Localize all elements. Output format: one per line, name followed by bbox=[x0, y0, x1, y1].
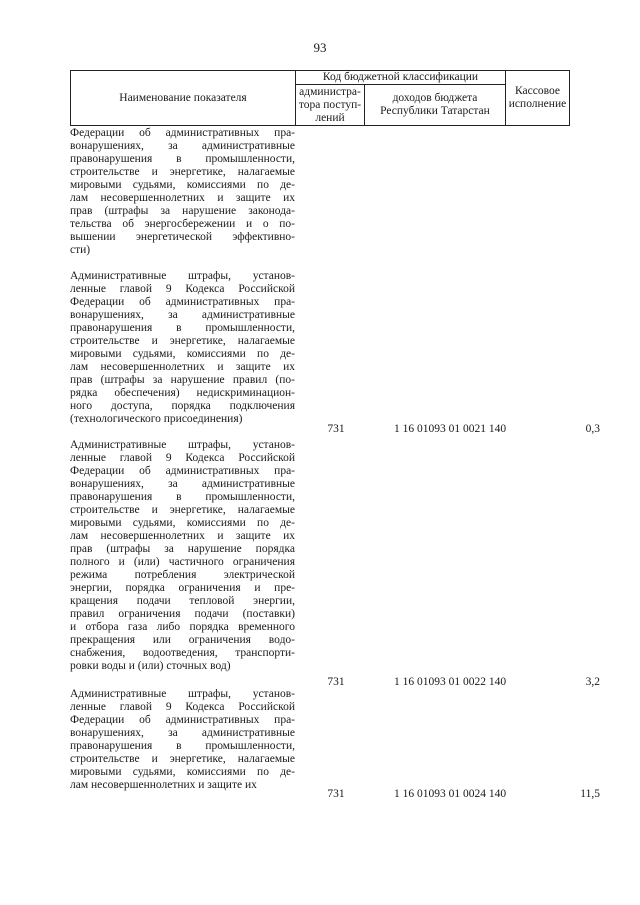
text-line: вонарушениях, за административные bbox=[70, 727, 295, 739]
column-header-execution bbox=[506, 71, 569, 125]
row-income-code: 1 16 01093 01 0024 140 bbox=[393, 788, 507, 800]
text-line: ровки воды и (или) сточных вод) bbox=[70, 660, 231, 672]
row-execution-value: 3,2 bbox=[585, 676, 600, 688]
text-line: Административные штрафы, установ- bbox=[70, 439, 295, 451]
text-line: режима потребления электрической bbox=[70, 569, 295, 581]
text-line: строительстве и энергетике, налагаемые bbox=[70, 335, 295, 347]
text-line: строительстве и энергетике, налагаемые bbox=[70, 504, 295, 516]
text-line: правонарушения в промышленности, bbox=[70, 491, 295, 503]
text-line: Федерации об административных пра- bbox=[70, 127, 295, 139]
text-line: снабжения, водоотведения, транспорти- bbox=[70, 647, 295, 659]
row-admin-code: 731 bbox=[327, 788, 345, 800]
text-line: прав (штрафы за нарушение правил (по- bbox=[70, 374, 295, 386]
page-number: 93 bbox=[313, 40, 327, 55]
text-line: лам несовершеннолетних и защите их bbox=[70, 192, 295, 204]
text-line: лам несовершеннолетних и защите их bbox=[70, 779, 257, 791]
text-line: мировыми судьями, комиссиями по де- bbox=[70, 517, 295, 529]
text-line: (технологического присоединения) bbox=[70, 413, 243, 425]
header-admin-text: администра- тора поступ- лений bbox=[298, 85, 362, 124]
text-line: мировыми судьями, комиссиями по де- bbox=[70, 348, 295, 360]
column-header-code-group: Код бюджетной классификации bbox=[296, 71, 506, 85]
text-line: ленные главой 9 Кодекса Российской bbox=[70, 701, 295, 713]
text-line: полного и (или) частичного ограничения bbox=[70, 556, 295, 568]
text-line: прав (штрафы за нарушение законода- bbox=[70, 205, 295, 217]
text-line: мировыми судьями, комиссиями по де- bbox=[70, 766, 295, 778]
row-income-code: 1 16 01093 01 0022 140 bbox=[393, 676, 507, 688]
text-line: правил ограничения подачи (поставки) bbox=[70, 608, 295, 620]
column-header-admin bbox=[296, 85, 365, 125]
text-line: строительстве и энергетике, налагаемые bbox=[70, 753, 295, 765]
text-line: вонарушениях, за административные bbox=[70, 478, 295, 490]
text-line: вонарушениях, за административные bbox=[70, 140, 295, 152]
text-line: ленные главой 9 Кодекса Российской bbox=[70, 452, 295, 464]
text-line: прекращения или ограничения водо- bbox=[70, 634, 295, 646]
text-line: Федерации об административных пра- bbox=[70, 296, 295, 308]
row-name-text bbox=[70, 270, 295, 426]
text-line: сти) bbox=[70, 244, 91, 256]
row-income-code: 1 16 01093 01 0021 140 bbox=[393, 423, 507, 435]
column-header-income bbox=[365, 85, 506, 125]
text-line: правонарушения в промышленности, bbox=[70, 740, 295, 752]
text-line: лам несовершеннолетних и защите их bbox=[70, 530, 295, 542]
text-line: Административные штрафы, установ- bbox=[70, 688, 295, 700]
text-line: Федерации об административных пра- bbox=[70, 465, 295, 477]
row-execution-value: 0,3 bbox=[585, 423, 600, 435]
text-line: Административные штрафы, установ- bbox=[70, 270, 295, 282]
row-execution-value: 11,5 bbox=[580, 788, 600, 800]
text-line: правонарушения в промышленности, bbox=[70, 153, 295, 165]
text-line: правонарушения в промышленности, bbox=[70, 322, 295, 334]
text-line: вонарушениях, за административные bbox=[70, 309, 295, 321]
header-execution-text: Кассовое исполнение bbox=[508, 85, 567, 110]
text-line: мировыми судьями, комиссиями по де- bbox=[70, 179, 295, 191]
text-line: строительстве и энергетике, налагаемые bbox=[70, 166, 295, 178]
text-line: вышении энергетической эффективно- bbox=[70, 231, 295, 243]
table-header bbox=[70, 70, 570, 126]
column-header-name: Наименование показателя bbox=[71, 71, 296, 125]
text-line: прав (штрафы за нарушение порядка bbox=[70, 543, 295, 555]
text-line: тельства об энергосбережении и о по- bbox=[70, 218, 295, 230]
row-admin-code: 731 bbox=[327, 423, 345, 435]
row-admin-code: 731 bbox=[327, 676, 345, 688]
text-line: Федерации об административных пра- bbox=[70, 714, 295, 726]
text-line: и отбора газа либо порядка временного bbox=[70, 621, 295, 633]
row-name-text bbox=[70, 439, 295, 673]
text-line: ленные главой 9 Кодекса Российской bbox=[70, 283, 295, 295]
row-name-text bbox=[70, 688, 295, 792]
text-line: ного доступа, порядка подключения bbox=[70, 400, 295, 412]
text-line: лам несовершеннолетних и защите их bbox=[70, 361, 295, 373]
text-line: рядка обеспечения) недискриминацион- bbox=[70, 387, 295, 399]
row-name-text bbox=[70, 127, 295, 257]
header-income-text: доходов бюджета Республики Татарстан bbox=[380, 92, 490, 117]
text-line: кращения подачи тепловой энергии, bbox=[70, 595, 295, 607]
text-line: энергии, порядка ограничения и пре- bbox=[70, 582, 295, 594]
